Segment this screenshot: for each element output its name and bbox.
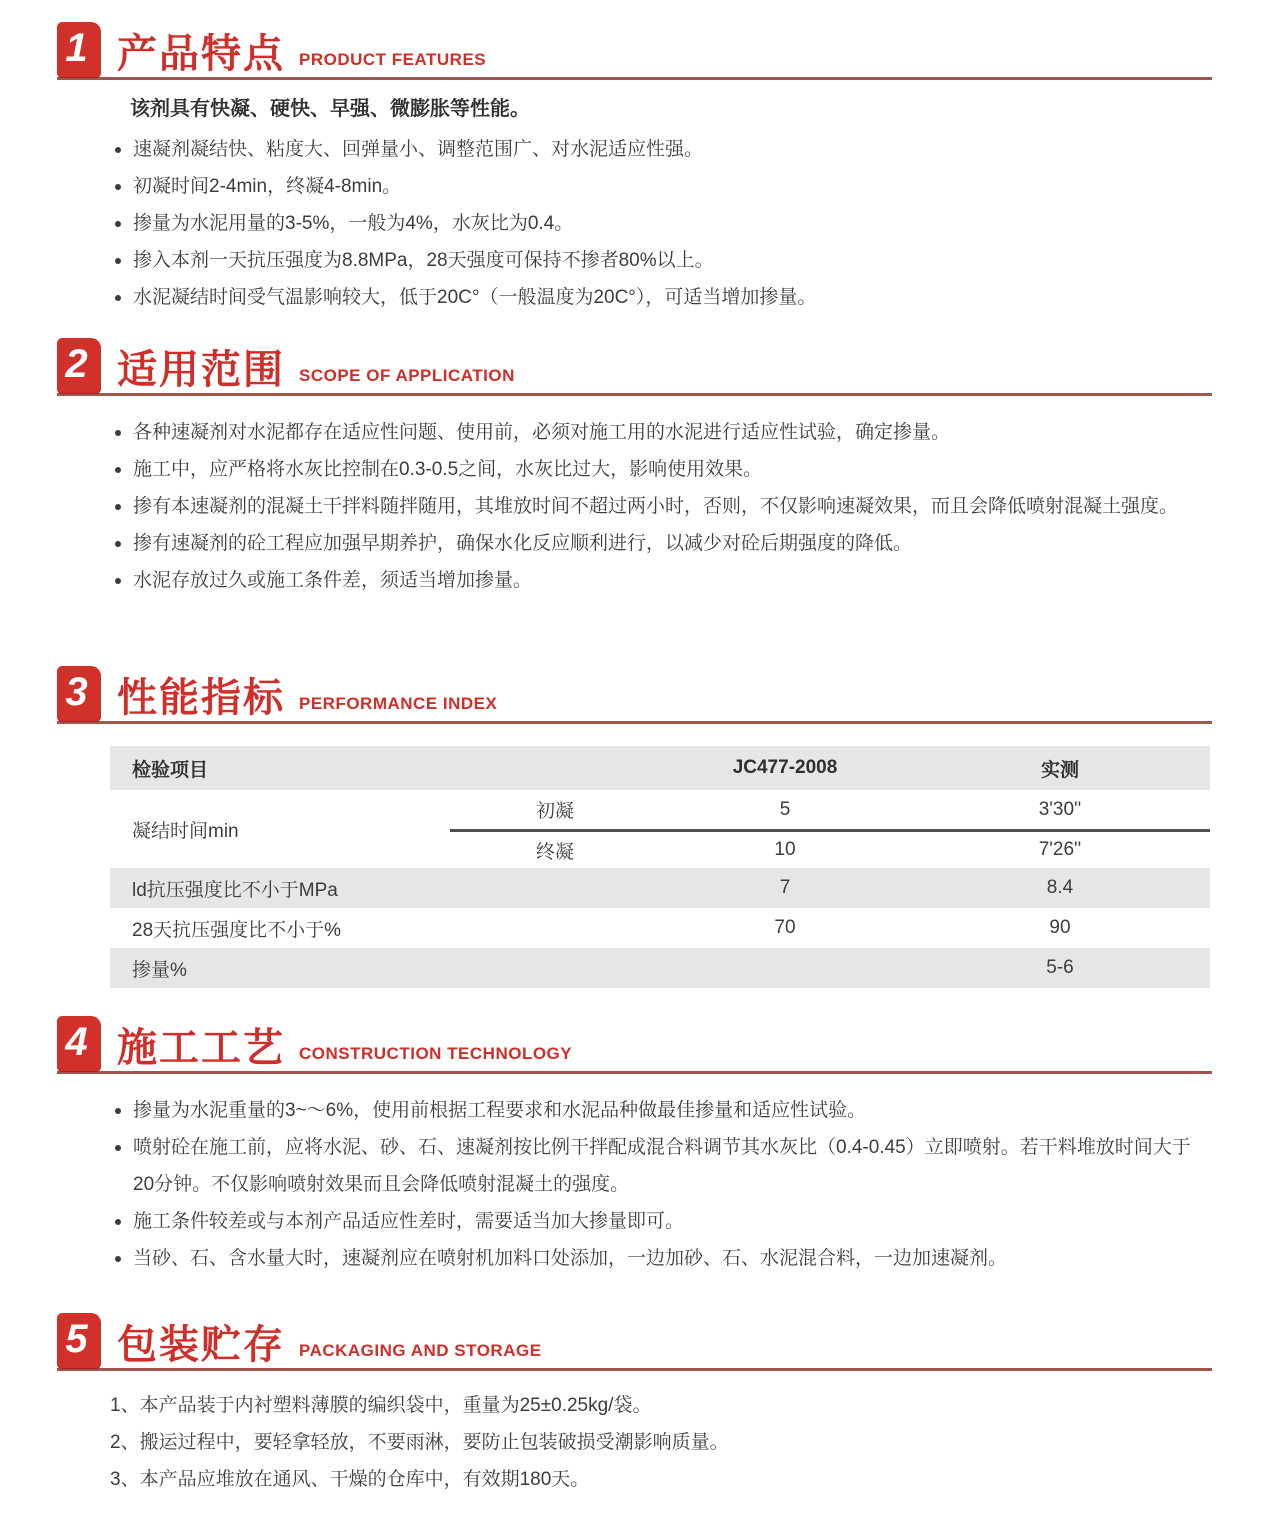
section-content [57,1387,1212,1498]
bullet-item [113,525,1202,562]
bullet-dot-icon [115,430,121,436]
section-number-badge [57,338,101,393]
bullet-item [113,279,1202,316]
section-construction-technology [57,1016,1212,1277]
section-number-badge [57,666,101,721]
section-content [57,414,1212,599]
bullet-text: 喷射砼在施工前，应将水泥、砂、石、速凝剂按比例干拌配成混合料调节其水灰比（0.4-0.45）立即喷射。若干料堆放时间大于20分钟。不仅影响喷射效果而且会降低喷射混凝土的强度。 [133,1137,1191,1195]
bullet-item [113,414,1202,451]
bullet-dot-icon [115,221,121,227]
numbered-item: 1、本产品装于内衬塑料薄膜的编织袋中，重量为25±0.25kg/袋。 [110,1395,652,1416]
bullet-text: 速凝剂凝结快、粘度大、回弹量小、调整范围广、对水泥适应性强。 [133,139,704,160]
section-content [57,1092,1212,1277]
bullet-text: 初凝时间2-4min，终凝4-8min。 [133,176,402,197]
section-scope-of-application [57,338,1212,599]
subrow-label: 初凝 [535,801,574,822]
table-subrow [450,790,1210,829]
table-header-row [110,746,1210,790]
bullet-list [113,1092,1202,1277]
row-label: 掺量% [132,959,187,981]
bullet-dot-icon [115,184,121,190]
measured-value: 3'30'' [1038,798,1082,820]
bullet-item [113,488,1202,525]
section-title-en: PACKAGING AND STORAGE [299,1341,542,1360]
table-subrow [450,829,1210,868]
setting-time-subrows [450,790,1210,868]
table-row-setting-time [110,790,1210,868]
section-title-zh: 性能指标 [117,676,285,720]
bullet-dot-icon [115,1108,121,1114]
bullet-dot-icon [115,578,121,584]
bullet-dot-icon [115,504,121,510]
section-title-en: SCOPE OF APPLICATION [299,366,515,385]
bullet-item [113,562,1202,599]
section-title-zh: 施工工艺 [117,1026,285,1070]
bullet-dot-icon [115,1256,121,1262]
bullet-item [113,1129,1202,1203]
bullet-item [113,1203,1202,1240]
bullet-item [113,205,1202,242]
bullet-item [113,242,1202,279]
section-header [57,1016,1212,1074]
table-row [110,868,1210,908]
section-number: 1 [65,26,88,70]
bullet-text: 施工中，应严格将水灰比控制在0.3-0.5之间，水灰比过大，影响使用效果。 [133,459,763,480]
col-header-measured: 实测 [1040,759,1079,781]
section-number: 2 [65,342,88,386]
bullet-dot-icon [115,147,121,153]
section-packaging-storage [57,1313,1212,1498]
section-header [57,666,1212,724]
intro-line: 该剂具有快凝、硬快、早强、微膨胀等性能。 [130,98,530,120]
bullet-text: 施工条件较差或与本剂产品适应性差时，需要适当加大掺量即可。 [133,1211,685,1232]
section-number: 4 [65,1020,88,1064]
bullet-text: 各种速凝剂对水泥都存在适应性问题、使用前，必须对施工用的水泥进行适应性试验，确定掺量。 [133,422,951,443]
col-header-standard: JC477-2008 [732,757,838,778]
col-header-item: 检验项目 [132,759,209,781]
table-row [110,948,1210,988]
bullet-list [113,131,1202,316]
bullet-dot-icon [115,258,121,264]
bullet-item [113,168,1202,205]
bullet-item [113,451,1202,488]
section-performance-index [57,666,1212,988]
section-product-features [57,22,1212,316]
bullet-dot-icon [115,1219,121,1225]
section-number: 3 [65,670,88,714]
bullet-text: 掺入本剂一天抗压强度为8.8MPa，28天强度可保持不掺者80%以上。 [133,250,714,271]
bullet-text: 掺有速凝剂的砼工程应加强早期养护，确保水化反应顺利进行，以减少对砼后期强度的降低。 [133,533,913,554]
bullet-text: 掺量为水泥用量的3-5%，一般为4%，水灰比为0.4。 [133,213,574,234]
bullet-dot-icon [115,467,121,473]
bullet-text: 掺量为水泥重量的3~～6%，使用前根据工程要求和水泥品种做最佳掺量和适应性试验。 [133,1100,867,1121]
standard-value: 5 [779,798,791,820]
numbered-item: 2、搬运过程中，要轻拿轻放，不要雨淋，要防止包装破损受潮影响质量。 [110,1432,729,1453]
section-title-en: CONSTRUCTION TECHNOLOGY [299,1044,573,1063]
bullet-item [113,1240,1202,1277]
bullet-dot-icon [115,541,121,547]
bullet-text: 当砂、石、含水量大时，速凝剂应在喷射机加料口处添加，一边加砂、石、水泥混合料，一边加速凝剂。 [133,1248,1008,1269]
measured-value: 8.4 [1046,877,1074,898]
section-header [57,1313,1212,1371]
table-row [110,908,1210,948]
section-content [57,92,1212,316]
bullet-item [113,1092,1202,1129]
numbered-list [110,1387,1202,1498]
section-number: 5 [65,1317,88,1361]
row-label: 28天抗压强度比不小于% [132,919,342,941]
measured-value: 90 [1049,917,1071,938]
row-label: ld抗压强度比不小于MPa [132,879,338,901]
numbered-item: 3、本产品应堆放在通风、干燥的仓库中，有效期180天。 [110,1469,590,1490]
bullet-text: 掺有本速凝剂的混凝土干拌料随拌随用，其堆放时间不超过两小时，否则，不仅影响速凝效果，而且会降低喷射混凝土强度。 [133,496,1179,517]
bullet-text: 水泥存放过久或施工条件差，须适当增加掺量。 [133,570,533,591]
performance-table [110,746,1210,988]
measured-value: 5-6 [1046,957,1074,978]
section-title-zh: 包装贮存 [117,1323,285,1367]
section-number-badge [57,1313,101,1368]
section-header [57,22,1212,80]
subrow-label: 终凝 [535,841,574,863]
bullet-item [113,131,1202,168]
section-number-badge [57,1016,101,1071]
section-title-zh: 产品特点 [117,32,285,76]
bullet-list [113,414,1202,599]
row-label: 凝结时间min [132,820,239,842]
bullet-dot-icon [115,1145,121,1151]
section-title-zh: 适用范围 [117,348,285,392]
standard-value: 10 [774,839,796,860]
bullet-dot-icon [115,295,121,301]
bullet-text: 水泥凝结时间受气温影响较大，低于20C°（一般温度为20C°），可适当增加掺量。 [133,287,817,308]
standard-value: 70 [774,917,796,938]
section-number-badge [57,22,101,77]
section-title-en: PRODUCT FEATURES [299,50,487,69]
section-header [57,338,1212,396]
standard-value: 7 [779,877,791,898]
section-title-en: PERFORMANCE INDEX [299,694,498,713]
measured-value: 7'26'' [1038,839,1082,860]
